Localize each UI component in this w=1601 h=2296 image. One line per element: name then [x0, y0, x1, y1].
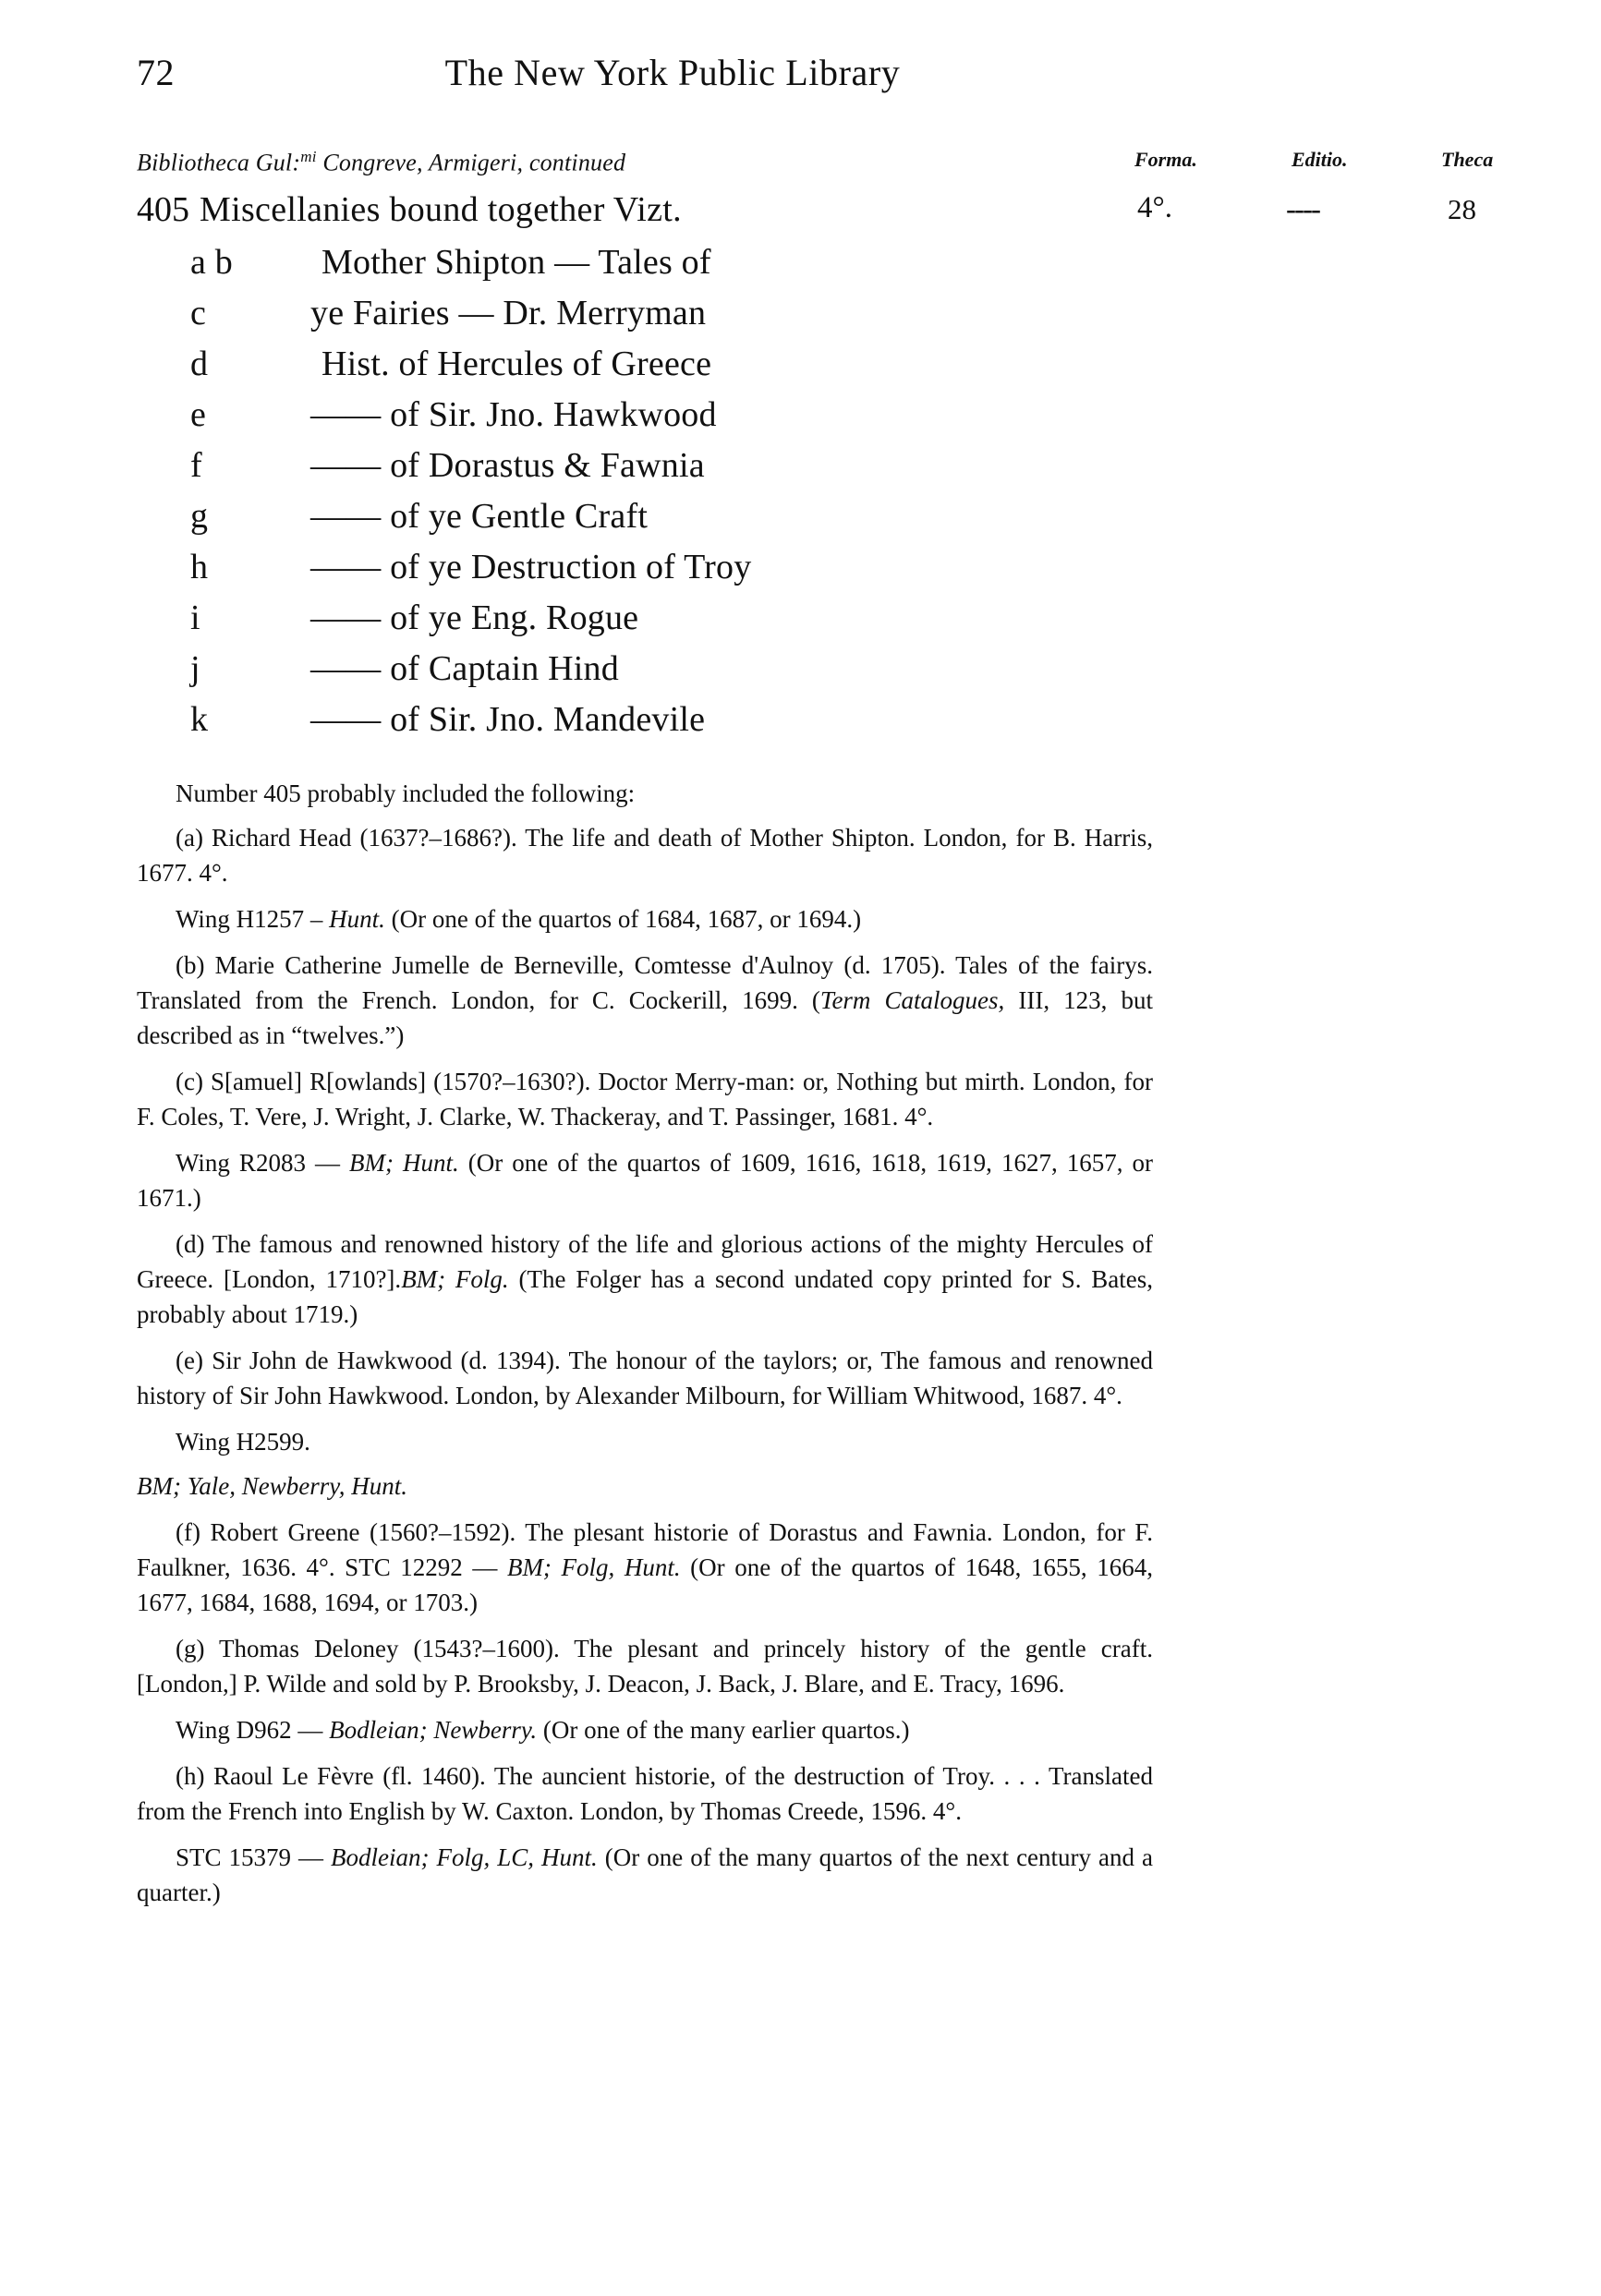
note-stc-label: STC 15379 — [176, 1843, 332, 1871]
sub-entry-letter: g [190, 497, 209, 536]
note-e [137, 1343, 1153, 1413]
subhead-row [137, 148, 1504, 179]
note-library-italic: Hunt. [329, 905, 385, 933]
note-text [137, 901, 1153, 937]
caption-pre: Bibliotheca Gul: [137, 149, 301, 176]
note-library-italic: Bodleian; Newberry. [329, 1716, 538, 1744]
note-intro [137, 776, 1153, 811]
note-wing-label: Wing D962 — [176, 1716, 330, 1744]
note-d-part1: (d) The famous and renowned history of the life and glorious actions of the mighty Hercules of Greece. [London, 1710?]. [137, 1230, 1153, 1293]
note-d [137, 1227, 1153, 1332]
list-item [137, 699, 1153, 750]
entry-theca-value: 28 [1448, 193, 1476, 225]
note-text [137, 1145, 1153, 1215]
note-g-wing [137, 1712, 1153, 1747]
note-text [137, 1712, 1153, 1747]
list-item [137, 496, 1153, 547]
note-f [137, 1515, 1153, 1620]
note-stc-rest: (Or one of the many quartos of the next century and a quarter.) [137, 1843, 1153, 1906]
sub-entry-text: Mother Shipton — Tales of [321, 243, 711, 282]
note-b-part1: (b) Marie Catherine Jumelle de Berneville, Comtesse d'Aulnoy (d. 1705). Tales of the fairys. Translated from the French. London, for C. Cockerill, 1699. ( [137, 951, 1153, 1014]
note-h-stc [137, 1840, 1153, 1910]
sub-entry-letter: c [190, 294, 207, 332]
note-e-wing [137, 1424, 1153, 1459]
entry-editio-value: ---- [1286, 193, 1319, 226]
note-a [137, 820, 1153, 890]
list-item [137, 394, 1153, 445]
note-a-wing [137, 901, 1153, 937]
note-text [137, 1840, 1153, 1910]
sub-entry-text: —— of ye Destruction of Troy [310, 548, 752, 586]
list-item [137, 293, 1153, 344]
sub-entry-list [137, 242, 1153, 750]
sub-entry-text: Hist. of Hercules of Greece [321, 344, 712, 383]
note-text: Wing H2599. [176, 1428, 310, 1456]
column-header-forma: Forma. [1134, 148, 1197, 171]
section-caption [137, 148, 625, 177]
list-item [137, 598, 1153, 648]
note-text: (c) S[amuel] R[owlands] (1570?–1630?). Doctor Merry-man: or, Nothing but mirth. London, for F. Coles, T. Vere, J. Wright, J. Clarke, W. Thackeray, and T. Passinger, 1681. 4°. [137, 1068, 1153, 1130]
column-header-theca: Theca [1441, 148, 1494, 171]
entry-heading [137, 189, 1504, 236]
note-b-part2: III, 123, but described as in “twelves.”) [137, 986, 1154, 1049]
page-header [137, 51, 1504, 106]
sub-entry-letter: a b [190, 243, 233, 282]
note-text: Number 405 probably included the following: [176, 779, 636, 807]
sub-entry-text: —— of ye Eng. Rogue [310, 598, 639, 637]
sub-entry-letter: h [190, 548, 209, 586]
sub-entry-letter: d [190, 344, 209, 383]
notes-block [137, 776, 1153, 1921]
sub-entry-text: ye Fairies — Dr. Merryman [310, 294, 707, 332]
note-g [137, 1631, 1153, 1701]
running-title: The New York Public Library [444, 52, 901, 93]
entry-number: 405 [137, 190, 189, 229]
note-text: (g) Thomas Deloney (1543?–1600). The plesant and princely history of the gentle craft. [London,] P. Wilde and sold by P. Brooksby, J. Deacon, J. Back, J. Blare, and E. Tracy, 1696. [137, 1635, 1153, 1698]
sub-entry-text: —— of Captain Hind [310, 649, 619, 688]
list-item [137, 547, 1153, 598]
sub-entry-letter: e [190, 395, 207, 434]
sub-entry-letter: k [190, 700, 209, 739]
note-wing-rest: (Or one of the quartos of 1684, 1687, or 1694.) [384, 905, 862, 933]
note-b-italic: Term Catalogues, [819, 986, 1005, 1014]
note-text [137, 948, 1153, 1053]
note-f-part1: (f) Robert Greene (1560?–1592). The plesant historie of Dorastus and Fawnia. London, for F. Faulkner, 1636. 4°. STC 12292 — [137, 1518, 1153, 1581]
column-header-editio: Editio. [1292, 148, 1348, 171]
note-library-italic: BM; Hunt. [349, 1149, 459, 1177]
note-e-libraries [137, 1468, 1153, 1504]
list-item [137, 648, 1153, 699]
note-text: (a) Richard Head (1637?–1686?). The life and death of Mother Shipton. London, for B. Harris, 1677. 4°. [137, 824, 1153, 887]
note-wing-rest: (Or one of the many earlier quartos.) [537, 1716, 910, 1744]
note-library-italic: BM; Folg. [401, 1265, 509, 1293]
sub-entry-text: —— of ye Gentle Craft [310, 497, 649, 536]
note-text: (e) Sir John de Hawkwood (d. 1394). The honour of the taylors; or, The famous and renowned history of Sir John Hawkwood. London, by Alexander Milbourn, for William Whitwood, 1687. 4°. [137, 1347, 1153, 1409]
note-c [137, 1064, 1153, 1134]
note-wing-label: Wing R2083 — [176, 1149, 349, 1177]
note-f-part2: (Or one of the quartos of 1648, 1655, 1664, 1677, 1684, 1688, 1694, or 1703.) [137, 1553, 1153, 1616]
sub-entry-text: —— of Sir. Jno. Mandevile [310, 700, 706, 739]
note-library-italic: Bodleian; Folg, LC, Hunt. [331, 1843, 598, 1871]
folio-number: 72 [137, 52, 175, 93]
list-item [137, 445, 1153, 496]
note-text [137, 1227, 1153, 1332]
list-item [137, 242, 1153, 293]
sub-entry-text: —— of Dorastus & Fawnia [310, 446, 705, 485]
note-c-wing [137, 1145, 1153, 1215]
note-wing-label: Wing H1257 – [176, 905, 330, 933]
note-library-italic: BM; Folg, Hunt. [506, 1553, 681, 1581]
entry-title: Miscellanies bound together Vizt. [200, 190, 682, 229]
caption-post: Congreve, Armigeri, continued [316, 149, 626, 176]
sub-entry-letter: f [190, 446, 202, 485]
note-text [137, 1515, 1153, 1620]
note-wing-rest: (Or one of the quartos of 1609, 1616, 1618, 1619, 1627, 1657, or 1671.) [137, 1149, 1153, 1212]
note-b [137, 948, 1153, 1053]
note-h [137, 1758, 1153, 1829]
sub-entry-letter: j [190, 649, 200, 688]
note-d-part2: (The Folger has a second undated copy printed for S. Bates, probably about 1719.) [137, 1265, 1153, 1328]
note-text: (h) Raoul Le Fèvre (fl. 1460). The auncient historie, of the destruction of Troy. . . . Translated from the French into English by W. Caxton. London, by Thomas Creede, 1596. 4°. [137, 1762, 1153, 1825]
sub-entry-letter: i [190, 598, 200, 637]
list-item [137, 344, 1153, 394]
caption-superscript: mi [300, 148, 317, 165]
sub-entry-text: —— of Sir. Jno. Hawkwood [310, 395, 717, 434]
note-text: BM; Yale, Newberry, Hunt. [137, 1472, 407, 1500]
entry-forma-value: 4°. [1137, 191, 1172, 224]
